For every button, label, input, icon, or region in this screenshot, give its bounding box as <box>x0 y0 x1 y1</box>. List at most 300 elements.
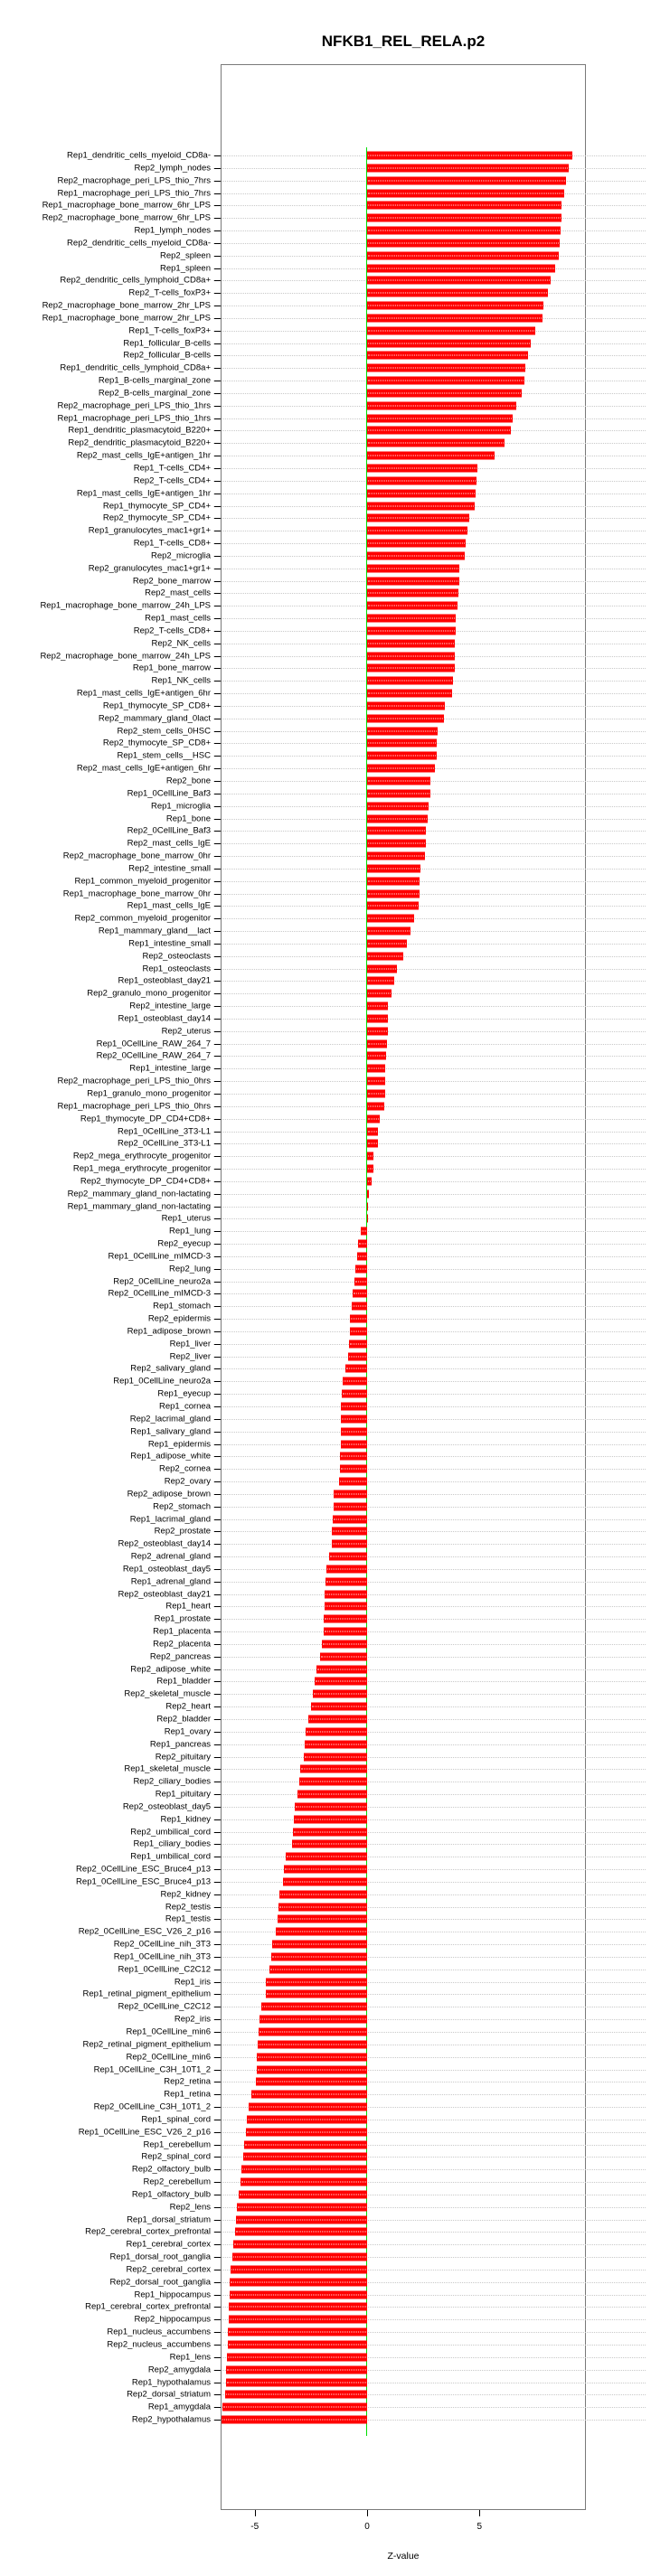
bar <box>358 1240 367 1248</box>
bar <box>367 677 453 685</box>
gridline <box>213 931 646 932</box>
bar <box>367 1052 386 1060</box>
category-label: Rep2_olfactory_bulb <box>131 2164 211 2175</box>
bar <box>367 939 407 947</box>
gridline <box>213 1169 646 1170</box>
category-label: Rep2_nucleus_accumbens <box>107 2339 211 2350</box>
y-axis-tick <box>214 693 221 694</box>
y-axis-tick <box>214 1657 221 1658</box>
category-label: Rep2_macrophage_bone_marrow_0hr <box>62 851 211 861</box>
gridline <box>213 1368 646 1369</box>
gridline <box>213 1181 646 1182</box>
bar <box>325 1603 367 1611</box>
x-axis-tick <box>255 2510 256 2516</box>
y-axis-tick <box>214 1694 221 1695</box>
y-axis-tick <box>214 1068 221 1069</box>
category-label: Rep1_0CellLine_min6 <box>126 2026 211 2037</box>
category-label: Rep1_0CellLine_RAW_264_7 <box>96 1038 211 1048</box>
gridline <box>213 1106 646 1107</box>
bar <box>367 1002 388 1011</box>
category-label: Rep2_lens <box>169 2202 211 2212</box>
category-label: Rep2_0CellLine_neuro2a <box>113 1275 211 1286</box>
category-label: Rep1_dendritic_cells_lymphoid_CD8a+ <box>60 362 211 373</box>
category-label: Rep2_intestine_small <box>128 863 211 874</box>
category-label: Rep2_mast_cells <box>145 588 211 598</box>
gridline <box>213 1081 646 1082</box>
bar <box>367 602 458 610</box>
y-axis-tick <box>214 430 221 431</box>
category-label: Rep1_microglia <box>150 800 211 811</box>
gridline <box>213 1432 646 1433</box>
category-label: Rep2_mast_cells_IgE+antigen_1hr <box>76 450 211 461</box>
gridline <box>213 993 646 994</box>
category-label: Rep1_intestine_large <box>129 1063 211 1074</box>
y-axis-tick <box>214 1469 221 1470</box>
bar <box>308 1716 367 1724</box>
bar <box>284 1866 367 1874</box>
bar <box>367 877 420 885</box>
y-axis-tick <box>214 1394 221 1395</box>
category-label: Rep2_granulo_mono_progenitor <box>87 988 211 999</box>
y-axis-tick <box>214 2132 221 2133</box>
gridline <box>213 843 646 844</box>
bar <box>326 1565 367 1573</box>
category-label: Rep2_dendritic_cells_lymphoid_CD8a+ <box>60 275 211 286</box>
bar <box>367 1014 388 1022</box>
gridline <box>213 1293 646 1294</box>
gridline <box>213 969 646 970</box>
gridline <box>213 1657 646 1658</box>
y-axis-tick <box>214 806 221 807</box>
gridline <box>213 1419 646 1420</box>
y-axis-tick <box>214 2182 221 2183</box>
bar <box>367 840 426 848</box>
category-label: Rep2_adipose_white <box>130 1663 211 1674</box>
y-axis-tick <box>214 1181 221 1182</box>
bar <box>325 1590 367 1598</box>
y-axis-tick <box>214 1381 221 1382</box>
y-axis-tick <box>214 1357 221 1358</box>
y-axis-tick <box>214 2094 221 2095</box>
category-label: Rep1_mammary_gland__lact <box>98 926 211 936</box>
y-axis-tick <box>214 843 221 844</box>
bar <box>259 2028 367 2036</box>
y-axis-tick <box>214 1644 221 1645</box>
category-label: Rep1_stomach <box>153 1301 211 1312</box>
category-label: Rep1_stem_cells__HSC <box>117 750 211 761</box>
category-label: Rep1_granulo_mono_progenitor <box>87 1088 211 1099</box>
category-label: Rep1_lymph_nodes <box>134 225 211 236</box>
y-axis-tick <box>214 1331 221 1332</box>
category-label: Rep1_mast_cells <box>145 613 211 624</box>
gridline <box>213 1381 646 1382</box>
gridline <box>213 1031 646 1032</box>
gridline <box>213 1444 646 1445</box>
category-label: Rep2_dorsal_striatum <box>127 2389 211 2400</box>
category-label: Rep1_kidney <box>160 1813 211 1824</box>
category-label: Rep2_thymocyte_SP_CD4+ <box>102 512 211 523</box>
bar <box>367 476 476 484</box>
bar <box>258 2040 367 2048</box>
category-label: Rep1_T-cells_CD8+ <box>133 538 211 549</box>
y-axis-tick <box>214 1944 221 1945</box>
category-label: Rep2_lung <box>169 1264 211 1274</box>
category-label: Rep2_iris <box>174 2014 211 2025</box>
category-label: Rep2_epidermis <box>147 1313 211 1324</box>
y-axis-tick <box>214 1132 221 1133</box>
y-axis-tick <box>214 2032 221 2033</box>
y-axis-tick <box>214 1544 221 1545</box>
gridline <box>213 1844 646 1845</box>
bar <box>343 1377 367 1386</box>
category-label: Rep2_spleen <box>160 249 211 260</box>
category-label: Rep1_ovary <box>164 1726 211 1737</box>
category-label: Rep2_0CellLine_C2C12 <box>118 2001 211 2012</box>
y-axis-tick <box>214 1982 221 1983</box>
category-label: Rep1_testis <box>165 1913 211 1924</box>
y-axis-tick <box>214 869 221 870</box>
y-axis-tick <box>214 1218 221 1219</box>
bar <box>256 2078 367 2086</box>
y-axis-tick <box>214 1119 221 1120</box>
bar <box>367 439 505 447</box>
bar <box>367 1077 385 1086</box>
bar <box>367 251 559 259</box>
bar <box>241 2166 367 2174</box>
bar <box>228 2341 367 2349</box>
bar <box>334 1490 367 1498</box>
gridline <box>213 906 646 907</box>
bar <box>367 202 561 210</box>
y-axis-tick <box>214 856 221 857</box>
bar <box>367 214 561 222</box>
y-axis-tick <box>214 668 221 669</box>
category-label: Rep1_uterus <box>161 1213 211 1224</box>
y-axis-tick <box>214 543 221 544</box>
y-axis-tick <box>214 556 221 557</box>
category-label: Rep2_mammary_gland_non-lactating <box>67 1188 211 1199</box>
y-axis-tick <box>214 1207 221 1208</box>
gridline <box>213 1807 646 1808</box>
bar <box>367 701 445 710</box>
category-label: Rep1_0CellLine_Baf3 <box>127 788 211 799</box>
category-label: Rep1_lung <box>169 1226 211 1236</box>
y-axis-tick <box>214 993 221 994</box>
category-label: Rep1_dendritic_plasmacytoid_B220+ <box>68 425 211 436</box>
gridline <box>213 1319 646 1320</box>
x-axis-title: Z-value <box>387 2551 420 2562</box>
bar <box>367 752 437 760</box>
bar <box>230 2278 367 2286</box>
bar <box>297 1791 367 1799</box>
y-axis-tick <box>214 2370 221 2371</box>
x-axis-tick-label: -5 <box>250 2522 259 2532</box>
gridline <box>213 1056 646 1057</box>
gridline <box>213 1143 646 1144</box>
gridline <box>213 894 646 895</box>
gridline <box>213 1119 646 1120</box>
gridline <box>213 1306 646 1307</box>
category-label: Rep1_osteoblast_day21 <box>118 975 211 986</box>
y-axis-tick <box>214 1106 221 1107</box>
category-label: Rep2_0CellLine_ESC_Bruce4_p13 <box>76 1864 211 1875</box>
y-axis-tick <box>214 1056 221 1057</box>
x-axis-tick-label: 0 <box>364 2522 370 2532</box>
gridline <box>213 1519 646 1520</box>
y-axis-tick <box>214 1957 221 1958</box>
y-axis-tick <box>214 2332 221 2333</box>
y-axis-tick <box>214 2057 221 2058</box>
category-label: Rep1_iris <box>174 1976 211 1987</box>
bar <box>225 2391 367 2399</box>
y-axis-tick <box>214 343 221 344</box>
gridline <box>213 1507 646 1508</box>
y-axis-tick <box>214 1269 221 1270</box>
gridline <box>213 1732 646 1733</box>
bar <box>251 2091 367 2099</box>
bar <box>315 1678 367 1686</box>
category-label: Rep1_follicular_B-cells <box>123 337 211 348</box>
y-axis-tick <box>214 1744 221 1745</box>
gridline <box>213 1269 646 1270</box>
bar <box>271 1952 367 1960</box>
category-label: Rep2_0CellLine_3T3-L1 <box>118 1138 211 1149</box>
y-axis-tick <box>214 1094 221 1095</box>
y-axis-tick <box>214 1344 221 1345</box>
category-label: Rep1_adrenal_gland <box>130 1576 211 1586</box>
y-axis-tick <box>214 1406 221 1407</box>
y-axis-tick <box>214 2307 221 2308</box>
gridline <box>213 1357 646 1358</box>
y-axis-tick <box>214 1231 221 1232</box>
category-label: Rep2_0CellLine_nih_3T3 <box>113 1939 211 1950</box>
category-label: Rep1_ciliary_bodies <box>133 1838 211 1849</box>
gridline <box>213 1469 646 1470</box>
y-axis-tick <box>214 969 221 970</box>
bar <box>341 1427 367 1435</box>
y-axis-tick <box>214 831 221 832</box>
category-label: Rep2_macrophage_peri_LPS_thio_0hrs <box>57 1076 211 1086</box>
bar <box>367 915 414 923</box>
gridline <box>213 1194 646 1195</box>
y-axis-tick <box>214 1006 221 1007</box>
y-axis-tick <box>214 1681 221 1682</box>
y-axis-tick <box>214 1444 221 1445</box>
y-axis-tick <box>214 1044 221 1045</box>
gridline <box>213 1594 646 1595</box>
category-label: Rep1_hippocampus <box>134 2289 211 2299</box>
category-label: Rep2_skeletal_muscle <box>124 1688 211 1699</box>
bar <box>367 1165 373 1173</box>
y-axis-tick <box>214 1194 221 1195</box>
y-axis-tick <box>214 2169 221 2170</box>
bar <box>230 2290 367 2299</box>
category-label: Rep1_mast_cells_IgE+antigen_1hr <box>76 487 211 498</box>
y-axis-tick <box>214 906 221 907</box>
chart-title: NFKB1_REL_RELA.p2 <box>321 33 486 50</box>
category-label: Rep2_uterus <box>161 1026 211 1037</box>
bar <box>367 927 410 935</box>
bar <box>341 1440 367 1448</box>
y-axis-tick <box>214 593 221 594</box>
bar <box>367 564 459 572</box>
gridline <box>213 856 646 857</box>
category-label: Rep2_kidney <box>160 1889 211 1899</box>
bar <box>329 1553 367 1561</box>
y-axis-tick <box>214 2232 221 2233</box>
bar <box>278 1903 367 1911</box>
bar <box>279 1890 367 1898</box>
category-label: Rep2_follicular_B-cells <box>123 350 211 361</box>
category-label: Rep2_pancreas <box>149 1651 211 1662</box>
bar <box>367 452 495 460</box>
category-label: Rep2_macrophage_peri_LPS_thio_7hrs <box>57 174 211 185</box>
category-label: Rep2_umbilical_cord <box>130 1826 211 1837</box>
category-label: Rep1_bone_marrow <box>132 663 211 673</box>
y-axis-tick <box>214 1582 221 1583</box>
bar <box>305 1740 367 1748</box>
bar <box>367 176 566 184</box>
y-axis-tick <box>214 944 221 945</box>
category-label: Rep1_prostate <box>154 1613 211 1624</box>
bar <box>283 1877 367 1885</box>
category-label: Rep1_thymocyte_SP_CD8+ <box>102 700 211 711</box>
category-label: Rep2_T-cells_foxP3+ <box>128 287 211 298</box>
category-label: Rep2_cerebral_cortex <box>126 2264 211 2275</box>
gridline <box>213 1344 646 1345</box>
category-label: Rep2_mammary_gland_0lact <box>98 713 211 724</box>
category-label: Rep1_0CellLine_3T3-L1 <box>118 1125 211 1136</box>
y-axis-tick <box>214 2244 221 2245</box>
y-axis-tick <box>214 1319 221 1320</box>
gridline <box>213 1544 646 1545</box>
category-label: Rep1_0CellLine_ESC_V26_2_p16 <box>78 2126 211 2137</box>
bar <box>367 227 561 235</box>
y-axis-tick <box>214 393 221 394</box>
bar <box>226 2378 367 2386</box>
bar <box>367 864 420 872</box>
gridline <box>213 1156 646 1157</box>
y-axis-tick <box>214 2145 221 2146</box>
category-label: Rep1_retina <box>164 2089 211 2100</box>
y-axis-tick <box>214 368 221 369</box>
y-axis-tick <box>214 293 221 294</box>
category-label: Rep2_lymph_nodes <box>134 163 211 174</box>
bar <box>222 2403 367 2411</box>
bar <box>367 714 444 722</box>
category-label: Rep1_mast_cells_IgE <box>127 900 211 911</box>
category-label: Rep2_intestine_large <box>129 1001 211 1011</box>
category-label: Rep1_liver <box>169 1339 211 1349</box>
y-axis-tick <box>214 2420 221 2421</box>
bar <box>367 1065 385 1073</box>
y-axis-tick <box>214 218 221 219</box>
y-axis-tick <box>214 681 221 682</box>
bar <box>322 1640 367 1648</box>
y-axis-tick <box>214 1894 221 1895</box>
category-label: Rep2_thymocyte_SP_CD8+ <box>102 738 211 748</box>
category-label: Rep2_liver <box>169 1350 211 1361</box>
category-label: Rep1_granulocytes_mac1+gr1+ <box>88 525 211 536</box>
y-axis-tick <box>214 481 221 482</box>
y-axis-tick <box>214 230 221 231</box>
gridline <box>213 1456 646 1457</box>
y-axis-tick <box>214 1456 221 1457</box>
category-label: Rep2_cornea <box>158 1463 211 1474</box>
gridline <box>213 1218 646 1219</box>
category-label: Rep1_T-cells_CD4+ <box>133 463 211 474</box>
y-axis-tick <box>214 1869 221 1870</box>
category-label: Rep2_mast_cells_IgE+antigen_6hr <box>76 763 211 774</box>
category-label: Rep2_prostate <box>154 1526 211 1537</box>
gridline <box>213 1619 646 1620</box>
gridline <box>213 869 646 870</box>
category-label: Rep1_0CellLine_ESC_Bruce4_p13 <box>76 1876 211 1887</box>
gridline <box>213 1894 646 1895</box>
bar <box>367 465 477 473</box>
bar <box>367 1127 378 1135</box>
bar <box>257 2053 367 2061</box>
bar <box>367 1114 380 1123</box>
y-axis-tick <box>214 355 221 356</box>
y-axis-tick <box>214 1732 221 1733</box>
bar <box>299 1778 367 1786</box>
category-label: Rep1_0CellLine_nih_3T3 <box>113 1951 211 1962</box>
bar <box>367 339 531 347</box>
bar <box>231 2265 367 2273</box>
bar <box>355 1264 367 1273</box>
y-axis-tick <box>214 2394 221 2395</box>
gridline <box>213 819 646 820</box>
y-axis-tick <box>214 468 221 469</box>
category-label: Rep1_spleen <box>160 262 211 273</box>
gridline <box>213 1394 646 1395</box>
gridline <box>213 1882 646 1883</box>
y-axis-tick <box>214 1719 221 1720</box>
bar <box>367 377 524 385</box>
gridline <box>213 1582 646 1583</box>
bar <box>266 1990 367 1998</box>
category-label: Rep2_hippocampus <box>134 2314 211 2325</box>
y-axis-tick <box>214 2107 221 2108</box>
y-axis-tick <box>214 2070 221 2071</box>
category-label: Rep2_common_myeloid_progenitor <box>74 913 211 924</box>
bar <box>324 1615 367 1623</box>
bar <box>367 414 513 422</box>
category-label: Rep1_macrophage_bone_marrow_0hr <box>62 888 211 898</box>
y-axis-tick <box>214 2220 221 2221</box>
bar <box>326 1577 367 1585</box>
y-axis-tick <box>214 1882 221 1883</box>
y-axis-tick <box>214 1494 221 1495</box>
bar <box>300 1765 367 1773</box>
category-label: Rep1_cerebellum <box>143 2139 211 2149</box>
y-axis-tick <box>214 268 221 269</box>
category-label: Rep1_macrophage_peri_LPS_thio_1hrs <box>57 412 211 423</box>
category-label: Rep2_pituitary <box>155 1751 211 1762</box>
gridline <box>213 806 646 807</box>
category-label: Rep2_adipose_brown <box>127 1489 211 1500</box>
category-label: Rep1_B-cells_marginal_zone <box>98 375 211 386</box>
bar <box>259 2016 367 2024</box>
bar <box>334 1502 367 1510</box>
bar <box>367 990 392 998</box>
y-axis-tick <box>214 781 221 782</box>
bar <box>333 1515 367 1523</box>
bar <box>367 352 528 360</box>
bar <box>367 389 522 397</box>
category-label: Rep2_0CellLine_mIMCD-3 <box>108 1288 211 1299</box>
